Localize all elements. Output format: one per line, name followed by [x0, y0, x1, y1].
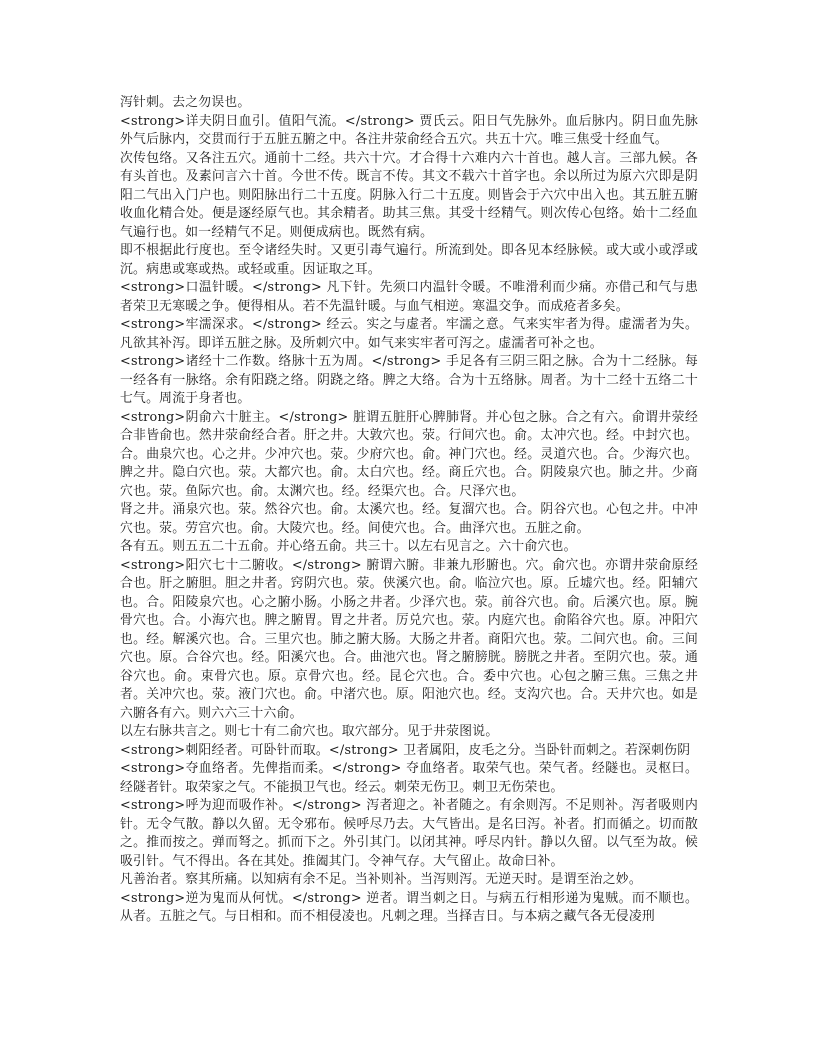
paragraph: <strong>阳穴七十二腑收。</strong> 腑谓六腑。非兼九形腑也。穴。俞穴也。亦谓井荥俞原经合也。肝之腑胆。胆之井者。窍阴穴也。荥。侠溪穴也。俞。临泣穴也。原。丘墟穴也。经。阳辅穴也。合。阳陵泉穴也。心之腑小肠。小肠之井者。少泽穴也。荥。前谷穴也。俞。后溪穴也。原。腕骨穴也。合。小海穴也。脾之腑胃。胃之井者。厉兑穴也。荥。内庭穴也。俞陷谷穴也。原。冲阳穴也。经。解溪穴也。合。三里穴也。肺之腑大肠。大肠之井者。商阳穴也。荥。二间穴也。俞。三间穴也。原。合谷穴也。经。阳溪穴也。合。曲池穴也。肾之腑膀胱。膀胱之井者。至阴穴也。荥。通谷穴也。俞。束骨穴也。原。京骨穴也。经。昆仑穴也。合。委中穴也。心包之腑三焦。三焦之井者。关冲穴也。荥。液门穴也。俞。中渚穴也。原。阳池穴也。经。支沟穴也。合。天井穴也。如是六腑各有六。则六六三十六俞。	[120, 557, 698, 721]
paragraph: <strong>牢濡深求。</strong> 经云。实之与虚者。牢濡之意。气来实牢者为得。虚濡者为失。凡欲其补泻。即详五脏之脉。及所刺穴中。如气来实牢者可泻之。虚濡者可补之也。	[120, 317, 698, 351]
paragraph: <strong>口温针暖。</strong> 凡下针。先须口内温针令暖。不唯滑利而少痛。亦借己和气与患者荣卫无寒暖之争。便得相从。若不先温针暖。与血气相逆。寒温交争。而成疮者多矣。	[120, 280, 698, 314]
paragraph: <strong>阴俞六十脏主。</strong> 脏谓五脏肝心脾肺肾。并心包之脉。合之有六。俞谓井荥经合非皆俞也。然井荥俞经合者。肝之井。大敦穴也。荥。行间穴也。俞。太冲穴也。经。中封穴也。合。曲泉穴也。心之井。少冲穴也。荥。少府穴也。俞。神门穴也。经。灵道穴也。合。少海穴也。脾之井。隐白穴也。荥。大都穴也。俞。太白穴也。经。商丘穴也。合。阴陵泉穴也。肺之井。少商穴也。荥。鱼际穴也。俞。太渊穴也。经。经渠穴也。合。尺泽穴也。	[120, 409, 698, 499]
paragraph: <strong>逆为鬼而从何忧。</strong> 逆者。谓当刺之日。与病五行相形递为鬼贼。而不顺也。从者。五脏之气。与日相和。而不相侵凌也。凡刺之理。当择吉日。与本病之藏气各无侵凌刑	[120, 890, 698, 924]
paragraph: 以左右脉共言之。则七十有二俞穴也。取穴部分。见于井荥图说。	[120, 724, 499, 739]
paragraph: 凡善治者。察其所痛。以知病有余不足。当补则补。当泻则泻。无逆天时。是谓至治之妙。	[120, 872, 642, 887]
paragraph: 各有五。则五五二十五俞。并心络五俞。共三十。以左右见言之。六十俞穴也。	[120, 539, 577, 554]
paragraph: 肾之井。涌泉穴也。荥。然谷穴也。俞。太溪穴也。经。复溜穴也。合。阴谷穴也。心包之井。中冲穴也。荥。劳宫穴也。俞。大陵穴也。经。间使穴也。合。曲泽穴也。五脏之俞。	[120, 502, 698, 536]
paragraph: 即不根据此行度也。至令诸经失时。又更引毒气遍行。所流到处。即各见本经脉候。或大或小或浮或沉。病患或寒或热。或轻或重。因证取之耳。	[120, 243, 698, 277]
paragraph: <strong>刺阳经者。可卧针而取。</strong> 卫者属阳，皮毛之分。当卧针而刺之。若深刺伤阴	[120, 742, 691, 758]
paragraph: <strong>呼为迎而吸作补。</strong> 泻者迎之。补者随之。有余则泻。不足则补。泻者吸则内针。无令气散。静以久留。无令邪布。候呼尽乃去。大气皆出。是名曰泻。补者。扪而循之。切而散之。推而按之。弹而弩之。抓而下之。外引其门。以闭其神。呼尽内针。静以久留。以气至为故。候吸引针。气不得出。各在其处。推阖其门。令神气存。大气留止。故命曰补。	[120, 798, 698, 869]
paragraph: <strong>夺血络者。先俾指而柔。</strong> 夺血络者。取荣气也。荣气者。经隧也。灵枢曰。经隧者针。取荣家之气。不能损卫气也。经云。刺荣无伤卫。刺卫无伤荣也。	[120, 761, 698, 795]
document-page	[120, 94, 698, 927]
paragraph: 次传包络。又各注五穴。通前十二经。共六十穴。才合得十六难内六十首也。越人言。三部九候。各有头首也。及素问言六十首。今世不传。既言不传。其文不载六十首字也。余以所过为原六穴即是阴阳二气出入门户也。则阳脉出行二十五度。阴脉入行二十五度。则皆会于六穴中出入也。其五脏五腑收血化精合处。便是逐经原气也。其余精者。助其三焦。其受十经精气。则次传心包络。始十二经血气遍行也。如一经精气不足。则便成病也。既然有病。	[120, 150, 698, 240]
paragraph: <strong>详夫阴日血引。值阳气流。</strong> 贾氏云。阳日气先脉外。血后脉内。阴日血先脉外气后脉内，交贯而行于五脏五腑之中。各注井荥俞经合五穴。共五十穴。唯三焦受十经血气。	[120, 113, 698, 147]
paragraph: <strong>诸经十二作数。络脉十五为周。</strong> 手足各有三阴三阳之脉。合为十二经脉。每一经各有一脉络。余有阳跷之络。阴跷之络。脾之大络。合为十五络脉。周者。为十二经十五络二十七气。周流于身者也。	[120, 354, 698, 406]
paragraph: 泻针刺。去之勿误也。	[120, 95, 251, 110]
